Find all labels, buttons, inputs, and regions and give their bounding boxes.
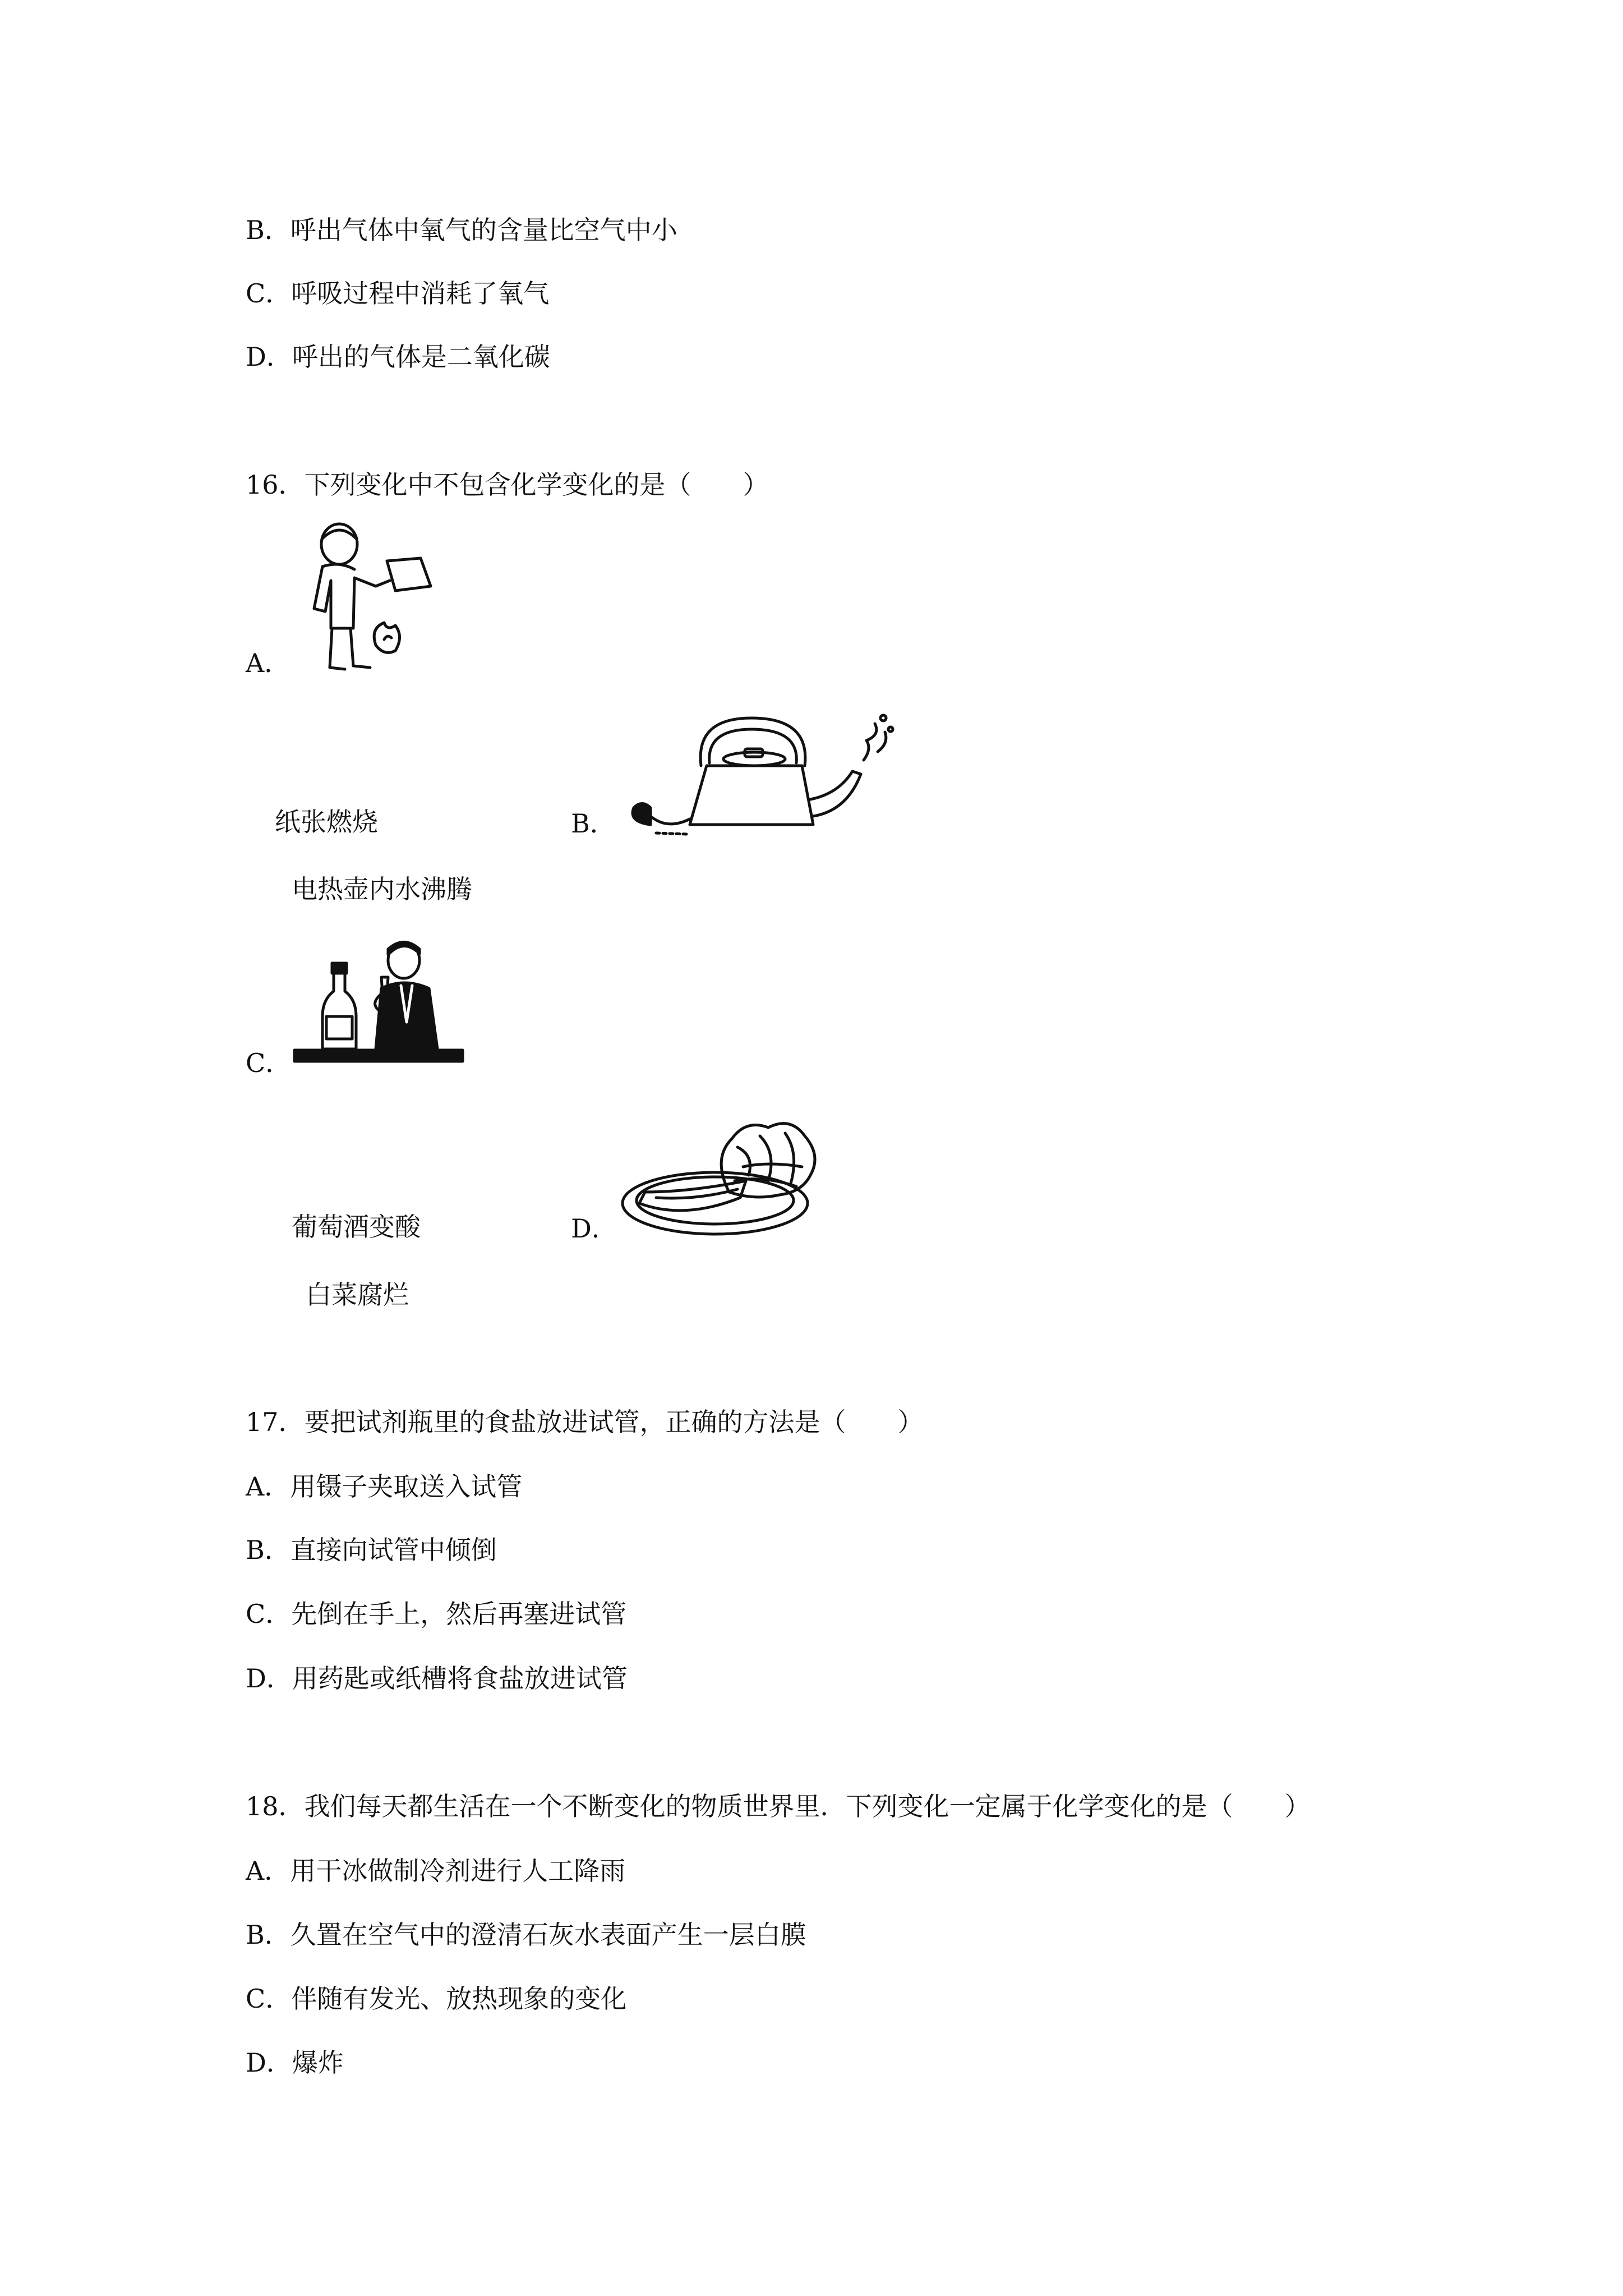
cabbage-plate-illustration [617,1114,827,1240]
q16-stem: 16．下列变化中不包含化学变化的是（ ） [246,470,769,500]
q17-stem: 17．要把试剂瓶里的食盐放进试管，正确的方法是（ ） [246,1407,924,1437]
electric-kettle-illustration [617,704,897,841]
q16-option-d-caption: 白菜腐烂 [306,1280,409,1310]
q17-option-b: B．直接向试管中倾倒 [246,1535,497,1565]
q18-option-c: C．伴随有发光、放热现象的变化 [246,1984,627,2014]
q17-option-d: D．用药匙或纸槽将食盐放进试管 [246,1663,628,1694]
q16-option-b-letter: B． [571,808,616,839]
q18-option-b: B．久置在空气中的澄清石灰水表面产生一层白膜 [246,1920,806,1950]
q15-option-c: C．呼吸过程中消耗了氧气 [246,278,550,309]
q18-option-d: D．爆炸 [246,2047,344,2078]
q18-option-a: A．用干冰做制冷剂进行人工降雨 [246,1856,626,1886]
q16-option-c-letter: C． [246,1048,292,1078]
paper-burning-illustration [292,519,454,679]
q15-option-b: B．呼出气体中氧气的含量比空气中小 [246,215,677,245]
q17-option-a: A．用镊子夹取送入试管 [246,1471,523,1502]
q16-option-d-letter: D． [571,1213,617,1244]
q16-option-b-caption: 电热壶内水沸腾 [292,874,472,904]
q16-option-c-caption: 葡萄酒变酸 [292,1212,421,1242]
wine-bottle-man-illustration [292,938,465,1073]
q16-option-a-letter: A． [246,648,291,678]
q15-option-d: D．呼出的气体是二氧化碳 [246,342,550,372]
q16-option-a-caption: 纸张燃烧 [275,807,378,837]
q18-stem: 18．我们每天都生活在一个不断变化的物质世界里．下列变化一定属于化学变化的是（ ） [246,1791,1311,1821]
q17-option-c: C．先倒在手上，然后再塞进试管 [246,1599,627,1629]
